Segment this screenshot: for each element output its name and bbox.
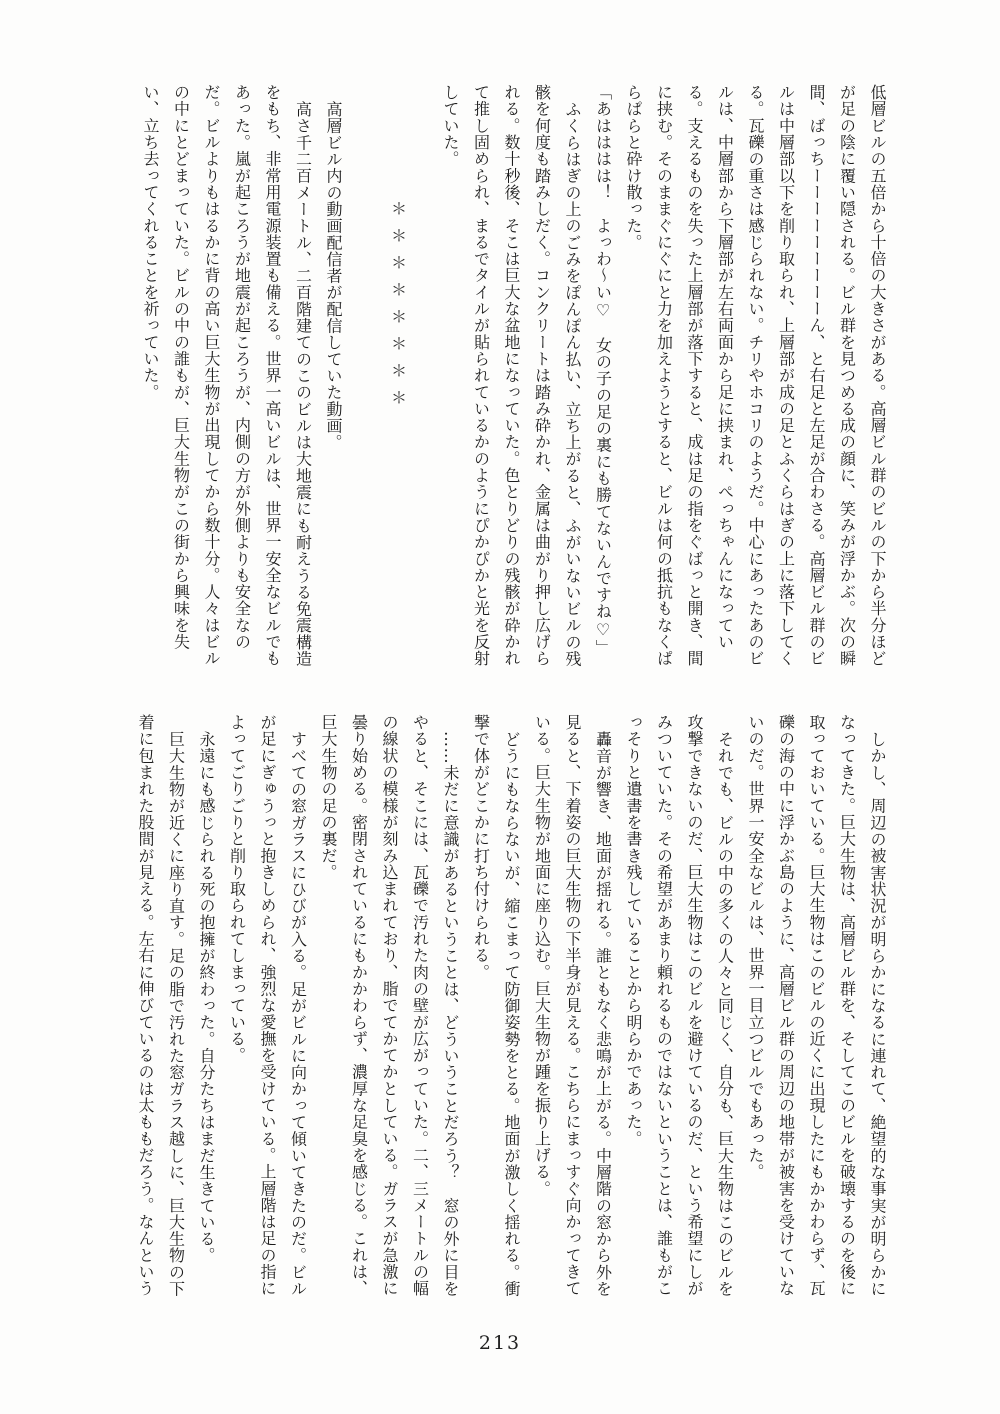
paragraph: 巨大生物が近くに座り直す。足の脂で汚れた窓ガラス越しに、巨大生物の下着に包まれた股間が見える。左右に伸びているのは太ももだろう。なんという <box>136 714 186 1298</box>
paragraph: 轟音が響き、地面が揺れる。誰ともなく悲鳴が上がる。中層階の窓から外を見ると、下着姿の巨大生物の下半身が見える。こちらにまっすぐ向かってきている。巨大生物が地面に座り込む。巨大生物が踵を振り上げる。 <box>532 714 613 1298</box>
paragraph: 永遠にも感じられる死の抱擁が終わった。自分たちはまだ生きている。 <box>197 731 216 1264</box>
text-block-top <box>126 84 892 676</box>
text-block-bottom <box>126 714 892 1306</box>
paragraph: 高層ビル内の動画配信者が配信していた動画。 <box>324 101 343 451</box>
section-separator: ＊＊＊＊＊＊＊＊ <box>388 200 408 416</box>
paragraph: どうにもならないが、縮こまって防御姿勢をとる。地面が激しく揺れる。衝撃で体がどこかに打ち付けられる。 <box>471 714 521 1298</box>
paragraph: 低層ビルの五倍から十倍の大きさがある。高層ビル群のビルの下から半分ほどが足の陰に覆い隠される。ビル群を見つめる成の顔に、笑みが浮かぶ。次の瞬間、ばっちーーーーーーーーーん、と右足と左足が合わさる。高層ビル群のビルは中層部以下を削り取られ、上層部が成の足とふくらはぎの上に落下してくる。瓦礫の重さは感じられない。チリやホコリのようだ。中心にあったあのビルは、中層部から下層部が左右両面から足に挟まれ、ぺっちゃんになっている。支えるものを失った上層部が落下すると、成は足の指をぐばっと開き、間に挟む。そのままぐにぐにと力を加えようとすると、ビルは何の抵抗もなくぱらぱらと砕け散った。 <box>624 84 887 667</box>
page-number: 213 <box>478 1332 522 1354</box>
paragraph: 高さ千二百メートル、二百階建てのこのビルは大地震にも耐えうる免震構造をもち、非常用電源装置も備える。世界一高いビルは、世界一安全なビルでもあった。嵐が起ころうが地震が起ころうが、内側の方が外側よりも安全なのだ。ビルよりもはるかに背の高い巨大生物が出現してから数十分。人々はビルの中にとどまっていた。ビルの中の誰もが、巨大生物がこの街から興味を失い、立ち去ってくれることを祈っていた。 <box>141 84 313 668</box>
paragraph: 「あはははは！ よっわ〜い♡ 女の子の足の裏にも勝てないんですね♡」 <box>593 84 613 657</box>
paragraph: すべての窓ガラスにひびが入る。足がビルに向かって傾いてきたのだ。ビルが足にぎゅうっと抱きしめられ、強烈な愛撫を受けている。上層階は足の指によってごりごりと削り取られてしまっている。 <box>227 714 308 1298</box>
paragraph: ……未だに意識があるということは、どういうことだろう？ 窓の外に目をやると、そこには、瓦礫で汚れた肉の壁が広がっていた。二、三メートルの幅の線状の模様が刻み込まれており、脂でてかてかとしている。ガラスが急激に曇り始める。密閉されているにもかかわらず、濃厚な足臭を感じる。これは、巨大生物の足の裏だ。 <box>319 714 460 1298</box>
paragraph: しかし、周辺の被害状況が明らかになるに連れて、絶望的な事実が明らかになってきた。巨大生物は、高層ビル群を、そしてこのビルを破壊するのを後に取っておいている。巨大生物はこのビルの近くに出現したにもかかわらず、瓦礫の海の中に浮かぶ島のように、高層ビル群の周辺の地帯が被害を受けていないのだ。世界一安全なビルは、世界一目立つビルでもあった。 <box>746 714 887 1298</box>
paragraph: ふくらはぎの上のごみをぽんぽん払い、立ち上がると、ふがいないビルの残骸を何度も踏みしだく。コンクリートは踏み砕かれ、金属は曲がり押し広げられる。数十秒後、そこは巨大な盆地になっていた。色とりどりの残骸が砕かれて推し固められ、まるでタイルが貼られているかのようにぴかぴかと光を反射していた。 <box>441 84 582 668</box>
paragraph: それでも、ビルの中の多くの人々と同じく、自分も、巨大生物はこのビルを攻撃できないのだ、巨大生物はこのビルを避けているのだ、という希望にしがみついていた。その希望があまり頼れるものではないということは、誰もがこっそりと遺書を書き残していることから明らかであった。 <box>624 714 735 1298</box>
